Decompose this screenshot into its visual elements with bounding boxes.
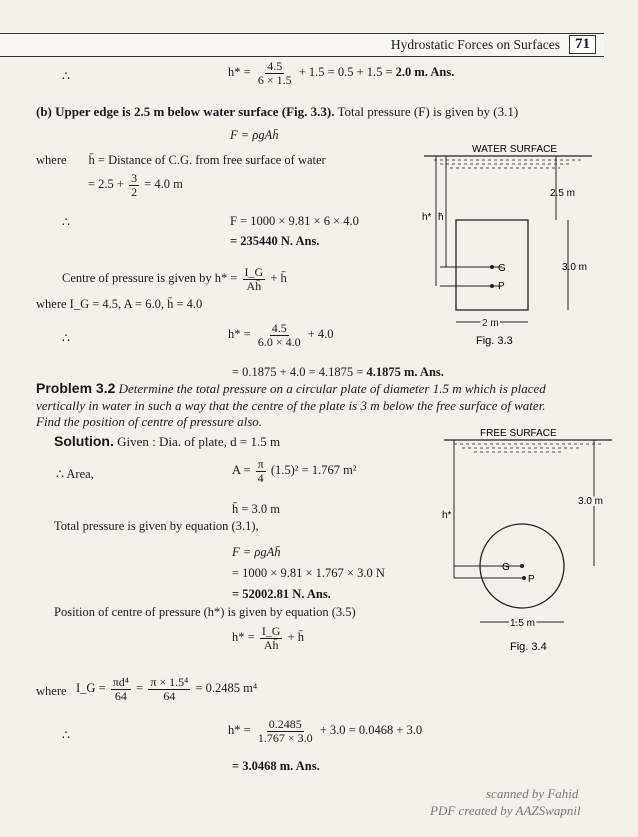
- svg-text:P: P: [528, 574, 535, 585]
- therefore-symbol: ∴: [62, 69, 70, 83]
- watermark-line2: PDF created by AAZSwapnil: [430, 803, 581, 818]
- equation-f-calc: F = 1000 × 9.81 × 6 × 4.0: [230, 214, 359, 228]
- fig-3-4-caption: Fig. 3.4: [510, 641, 547, 653]
- problem-statement-line3: Find the position of centre of pressure also.: [36, 414, 263, 429]
- watermark-line1: scanned by Fahid: [486, 786, 579, 801]
- svg-text:h*: h*: [422, 212, 432, 223]
- figure-3-3: [420, 140, 600, 350]
- svg-text:h*: h*: [442, 510, 452, 521]
- equation-ig: I_G = $\frac{\text{πd⁴}}{64}$ = $\frac{\text{π × 1.5⁴}}{64}$ = 0.2485 m⁴: [76, 675, 258, 703]
- svg-text:G: G: [502, 562, 510, 573]
- equation-f3-result: = 52002.81 N. Ans.: [232, 587, 331, 601]
- header-title: Hydrostatic Forces on Surfaces: [390, 37, 560, 52]
- svg-text:3.0 m: 3.0 m: [562, 262, 588, 273]
- equation-h-star-b-result: = 0.1875 + 4.0 = 4.1875 = 4.1875 m. Ans.: [232, 365, 444, 379]
- svg-text:2.5 m: 2.5 m: [550, 188, 576, 199]
- where-values: where I_G = 4.5, A = 6.0, h̄ = 4.0: [36, 297, 203, 311]
- svg-text:G: G: [498, 263, 506, 274]
- equation-f-result: = 235440 N. Ans.: [230, 234, 320, 248]
- therefore-symbol: ∴: [62, 331, 70, 345]
- figure-3-4: [440, 426, 620, 656]
- solution-line: Solution. Given : Dia. of plate, d = 1.5 m: [54, 433, 281, 449]
- position-text: Position of centre of pressure (h*) is given by equation (3.5): [54, 605, 356, 619]
- equation-f3-calc: = 1000 × 9.81 × 1.767 × 3.0 N: [232, 566, 385, 580]
- svg-text:1.5 m: 1.5 m: [510, 618, 536, 629]
- where-ig-prefix: where: [36, 684, 67, 698]
- equation-h-star-c: h* = $\frac{I\_G}{Ah̄}$ + h̄: [232, 624, 305, 652]
- therefore-symbol: ∴: [62, 215, 70, 229]
- equation-h-star-a: h* = $\frac{4.5}{6 \times 1.5}$ + 1.5 = 0.5 + 1.5 = 2.0 m. Ans.: [228, 59, 455, 87]
- problem-statement-line2: vertically in water in such a way that the centre of the plate is 3 m below the free surface of water.: [36, 398, 546, 413]
- svg-text:3.0 m: 3.0 m: [578, 496, 604, 507]
- centre-of-pressure-line: Centre of pressure is given by h* = $\frac{I\_G}{Ah̄}$ + h̄: [62, 265, 287, 293]
- total-pressure-text: Total pressure is given by equation (3.1),: [54, 519, 259, 533]
- page-header: [0, 33, 604, 57]
- equation-h-star-d-result: = 3.0468 m. Ans.: [232, 759, 320, 773]
- fig-3-3-caption: Fig. 3.3: [476, 335, 513, 347]
- free-surface-label: FREE SURFACE: [480, 428, 557, 439]
- equation-h-star-d: h* = $\frac{0.2485}{1.767 \times 3.0}$ + 3.0 = 0.0468 + 3.0: [228, 717, 423, 745]
- therefore-symbol: ∴: [62, 728, 70, 742]
- part-b-heading: (b) Upper edge is 2.5 m below water surface (Fig. 3.3). Total pressure (F) is given by (3.1): [36, 104, 519, 119]
- water-surface-label: WATER SURFACE: [472, 144, 558, 155]
- equation-h-star-b: h* = $\frac{4.5}{6.0 \times 4.0}$ + 4.0: [228, 321, 334, 349]
- svg-text:2 m: 2 m: [482, 318, 499, 329]
- where-hbar: where h̄ = Distance of C.G. from free surface of water: [36, 153, 326, 167]
- equation-area: A = $\frac{\pi}{4}$ (1.5)² = 1.767 m²: [232, 457, 357, 485]
- svg-text:P: P: [498, 281, 505, 292]
- problem-statement-line1: Problem 3.2 Determine the total pressure on a circular plate of diameter 1.5 m which is placed: [36, 380, 546, 396]
- page-number: 71: [569, 35, 596, 54]
- hbar-value: h̄ = 3.0 m: [232, 502, 281, 516]
- area-prefix: ∴ Area,: [56, 467, 94, 481]
- equation-f: F = ρgAh̄: [230, 128, 279, 142]
- equation-hbar: = 2.5 + $\frac{3}{2}$ = 4.0 m: [88, 171, 183, 199]
- svg-text:h̄: h̄: [438, 212, 444, 223]
- equation-f3: F = ρgAh̄: [232, 545, 281, 559]
